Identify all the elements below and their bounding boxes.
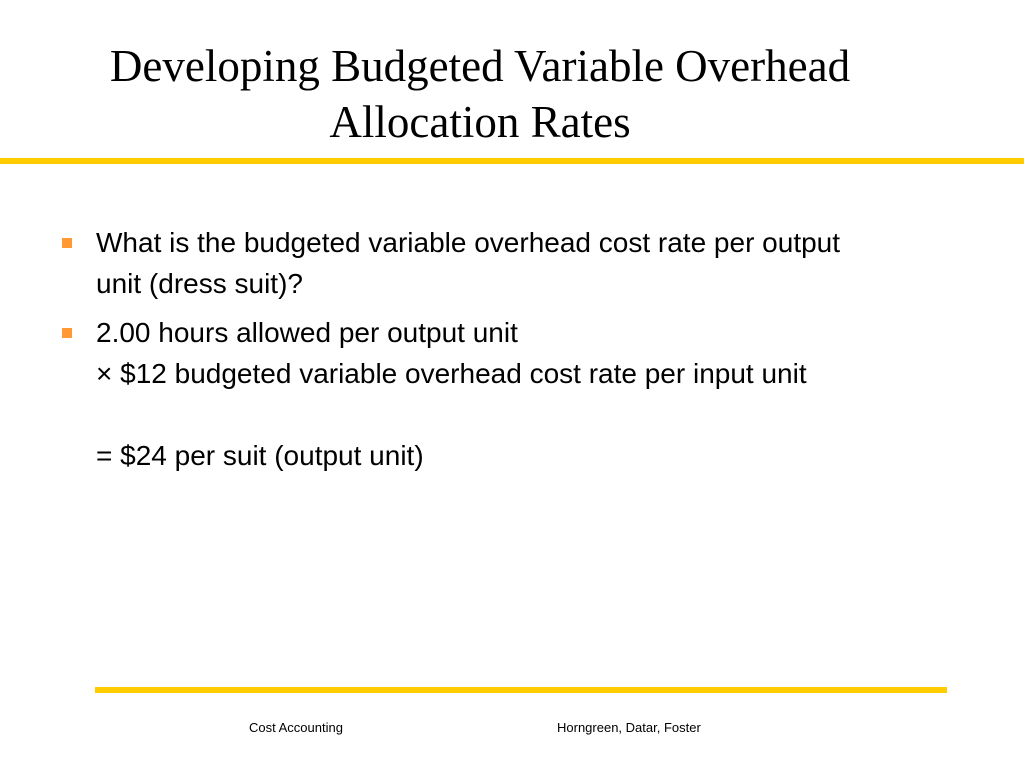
calculation-spacer: [96, 394, 1010, 435]
calculation-rate-line: × $12 budgeted variable overhead cost rate per input unit: [96, 358, 807, 389]
title-divider: [0, 158, 1024, 164]
calculation-hours-line: 2.00 hours allowed per output unit: [96, 317, 518, 348]
footer-divider: [95, 687, 947, 693]
bullet-item-calculation: [60, 312, 1010, 476]
bullet-list: [60, 222, 1010, 484]
bullet-text-line: unit (dress suit)?: [96, 268, 303, 299]
slide-title-line-1: Developing Budgeted Variable Overhead: [109, 41, 851, 91]
slide-title: [0, 38, 960, 150]
bullet-text-line: What is the budgeted variable overhead cost rate per output: [96, 227, 841, 258]
footer-authors: Horngreen, Datar, Foster: [557, 720, 701, 735]
footer-course-title: Cost Accounting: [249, 720, 343, 735]
slide-title-line-2: Allocation Rates: [329, 97, 631, 147]
bullet-item-question: [60, 222, 1010, 304]
calculation-result-line: = $24 per suit (output unit): [96, 440, 424, 471]
orange-square-bullet-icon: [62, 328, 72, 338]
orange-square-bullet-icon: [62, 238, 72, 248]
